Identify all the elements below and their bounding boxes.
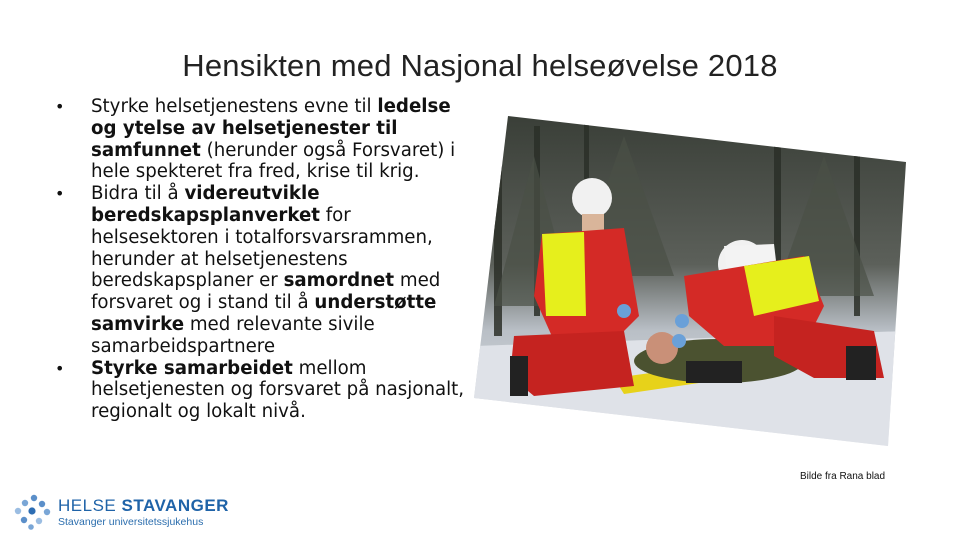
bullet-text: med forsvaret og i stand til å <box>91 270 441 314</box>
bullet-item <box>55 358 465 423</box>
logo-subtitle: Stavanger universitetssjukehus <box>58 516 204 528</box>
photo-image <box>474 116 906 446</box>
logo-dots-icon <box>14 494 54 530</box>
bullet-dot-icon: • <box>55 184 65 204</box>
bullet-text-bold: videreutvikle beredskapsplanverket <box>91 183 320 226</box>
bullet-text-bold: Styrke samarbeidet <box>91 357 293 379</box>
bullet-text-bold: understøtte samvirke <box>91 292 437 335</box>
bullet-list <box>55 96 465 423</box>
rescue-photo <box>474 116 906 446</box>
photo-caption: Bilde fra Rana blad <box>800 471 886 482</box>
bullet-text: Styrke helsetjenestens evne til <box>91 96 378 117</box>
logo-name-light: HELSE <box>58 496 122 515</box>
bullet-text-bold: samordnet <box>283 270 395 292</box>
logo-name-bold: STAVANGER <box>121 496 229 515</box>
helse-stavanger-logo <box>14 494 229 534</box>
bullet-text: (herunder også Forsvaret) i hele spekteret fra fred, krise til krig. <box>91 139 456 183</box>
bullet-text: mellom helsetjenesten og forsvaret på nasjonalt, regionalt og lokalt nivå. <box>91 357 465 423</box>
bullet-dot-icon: • <box>55 358 65 378</box>
bullet-item <box>55 96 465 183</box>
bullet-text: med relevante sivile samarbeidspartnere <box>91 313 375 357</box>
bullet-item <box>55 183 465 357</box>
bullet-dot-icon: • <box>55 97 65 116</box>
slide-title: Hensikten med Nasjonal helseøvelse 2018 <box>182 48 778 83</box>
bullet-text: Bidra til å <box>91 183 185 205</box>
bullet-text-bold: ledelse og ytelse av helsetjenester til samfunnet <box>91 96 451 161</box>
bullet-text: for helsesektoren i totalforsvarsrammen, herunder at helsetjenestens beredskapsplaner er <box>91 204 433 292</box>
logo-name <box>58 496 229 516</box>
